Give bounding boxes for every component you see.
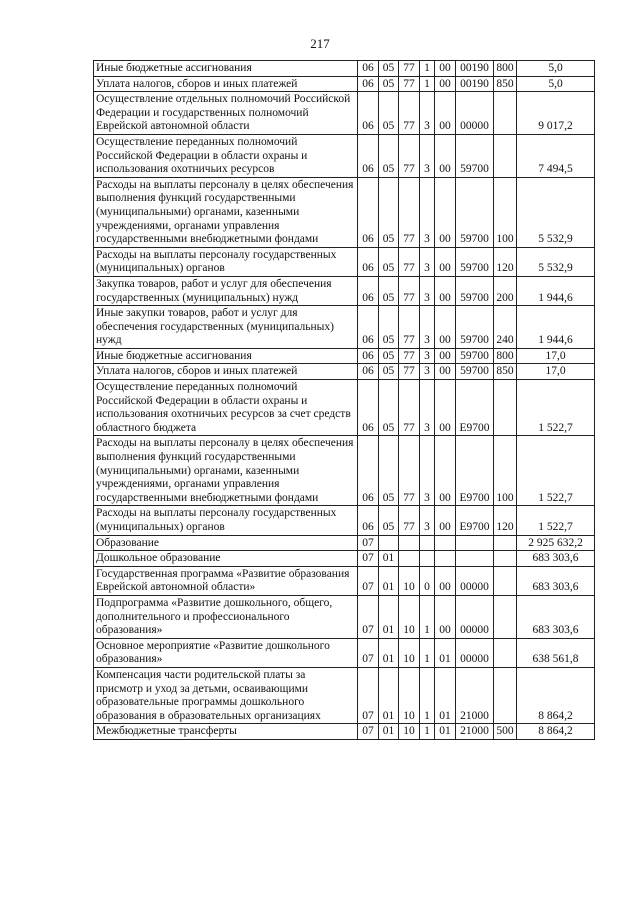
subsection-code: 05: [379, 306, 399, 349]
subprogram-code: 3: [420, 92, 435, 135]
section-code: 07: [358, 667, 379, 723]
section-code: 06: [358, 134, 379, 177]
activity-code: 00: [435, 134, 456, 177]
activity-code: 00: [435, 306, 456, 349]
expense-type-code: [494, 595, 517, 638]
subsection-code: 05: [379, 61, 399, 77]
subprogram-code: 1: [420, 724, 435, 740]
program-code: [399, 551, 420, 567]
program-code: 77: [399, 247, 420, 276]
row-name: Расходы на выплаты персоналу государственных (муниципальных) органов: [94, 506, 358, 535]
expense-type-code: 100: [494, 436, 517, 506]
subsection-code: 05: [379, 134, 399, 177]
subsection-code: [379, 535, 399, 551]
activity-code: 01: [435, 638, 456, 667]
subsection-code: 01: [379, 638, 399, 667]
subsection-code: 05: [379, 348, 399, 364]
table-row: [94, 667, 595, 723]
amount: 5 532,9: [517, 247, 595, 276]
direction-code: 59700: [456, 134, 494, 177]
budget-rows: [94, 61, 595, 740]
row-name: Осуществление отдельных полномочий Российской Федерации и государственных полномочий Еврейской автономной области: [94, 92, 358, 135]
table-row: [94, 724, 595, 740]
direction-code: 59700: [456, 276, 494, 305]
table-row: [94, 177, 595, 247]
subsection-code: 01: [379, 595, 399, 638]
activity-code: 00: [435, 364, 456, 380]
expense-type-code: [494, 551, 517, 567]
program-code: [399, 535, 420, 551]
direction-code: 00190: [456, 61, 494, 77]
amount: 5,0: [517, 76, 595, 92]
subsection-code: 05: [379, 76, 399, 92]
amount: 1 522,7: [517, 436, 595, 506]
budget-table: [93, 60, 595, 740]
expense-type-code: [494, 134, 517, 177]
subsection-code: 05: [379, 92, 399, 135]
expense-type-code: [494, 92, 517, 135]
subprogram-code: 3: [420, 247, 435, 276]
program-code: 77: [399, 506, 420, 535]
subprogram-code: 3: [420, 134, 435, 177]
subsection-code: 05: [379, 506, 399, 535]
activity-code: 01: [435, 724, 456, 740]
activity-code: 01: [435, 667, 456, 723]
amount: 17,0: [517, 364, 595, 380]
activity-code: 00: [435, 247, 456, 276]
section-code: 07: [358, 566, 379, 595]
program-code: 77: [399, 380, 420, 436]
subsection-code: 05: [379, 436, 399, 506]
direction-code: Е9700: [456, 380, 494, 436]
expense-type-code: 850: [494, 364, 517, 380]
table-row: [94, 276, 595, 305]
subprogram-code: 1: [420, 61, 435, 77]
subsection-code: 01: [379, 724, 399, 740]
program-code: 77: [399, 364, 420, 380]
amount: 683 303,6: [517, 551, 595, 567]
table-row: [94, 436, 595, 506]
section-code: 06: [358, 380, 379, 436]
direction-code: 59700: [456, 306, 494, 349]
direction-code: Е9700: [456, 506, 494, 535]
program-code: 77: [399, 177, 420, 247]
section-code: 06: [358, 76, 379, 92]
direction-code: 59700: [456, 247, 494, 276]
subprogram-code: [420, 551, 435, 567]
subprogram-code: 1: [420, 638, 435, 667]
program-code: 10: [399, 724, 420, 740]
table-row: [94, 506, 595, 535]
amount: 683 303,6: [517, 595, 595, 638]
subprogram-code: 3: [420, 306, 435, 349]
subprogram-code: 1: [420, 595, 435, 638]
row-name: Иные закупки товаров, работ и услуг для обеспечения государственных (муниципальных) нужд: [94, 306, 358, 349]
table-row: [94, 380, 595, 436]
table-row: [94, 364, 595, 380]
direction-code: 21000: [456, 667, 494, 723]
activity-code: 00: [435, 61, 456, 77]
section-code: 07: [358, 595, 379, 638]
row-name: Компенсация части родительской платы за присмотр и уход за детьми, осваивающими образовательные программы дошкольного образования в образовательных организациях: [94, 667, 358, 723]
section-code: 07: [358, 535, 379, 551]
subprogram-code: 1: [420, 76, 435, 92]
activity-code: 00: [435, 76, 456, 92]
expense-type-code: 800: [494, 61, 517, 77]
row-name: Межбюджетные трансферты: [94, 724, 358, 740]
page-number: 217: [310, 36, 330, 51]
subprogram-code: 3: [420, 348, 435, 364]
direction-code: 21000: [456, 724, 494, 740]
table-row: [94, 247, 595, 276]
table-row: [94, 306, 595, 349]
section-code: 07: [358, 638, 379, 667]
table-row: [94, 551, 595, 567]
direction-code: Е9700: [456, 436, 494, 506]
table-row: [94, 638, 595, 667]
section-code: 06: [358, 92, 379, 135]
expense-type-code: [494, 535, 517, 551]
section-code: 06: [358, 276, 379, 305]
subprogram-code: 3: [420, 276, 435, 305]
amount: 638 561,8: [517, 638, 595, 667]
row-name: Уплата налогов, сборов и иных платежей: [94, 76, 358, 92]
amount: 1 944,6: [517, 276, 595, 305]
subsection-code: 05: [379, 247, 399, 276]
subprogram-code: 3: [420, 436, 435, 506]
expense-type-code: 120: [494, 247, 517, 276]
table-row: [94, 535, 595, 551]
subprogram-code: 3: [420, 506, 435, 535]
expense-type-code: 500: [494, 724, 517, 740]
program-code: 77: [399, 92, 420, 135]
direction-code: 59700: [456, 177, 494, 247]
row-name: Расходы на выплаты персоналу в целях обеспечения выполнения функций государственными (муниципальными) органами, казенными учреждениями, органами управления государственными внебюджетными фондами: [94, 436, 358, 506]
row-name: Расходы на выплаты персоналу государственных (муниципальных) органов: [94, 247, 358, 276]
amount: 17,0: [517, 348, 595, 364]
activity-code: 00: [435, 348, 456, 364]
direction-code: [456, 551, 494, 567]
subsection-code: 05: [379, 177, 399, 247]
subprogram-code: 1: [420, 667, 435, 723]
direction-code: 00000: [456, 595, 494, 638]
direction-code: 00000: [456, 638, 494, 667]
table-row: [94, 348, 595, 364]
program-code: 77: [399, 61, 420, 77]
activity-code: 00: [435, 276, 456, 305]
amount: 8 864,2: [517, 724, 595, 740]
subprogram-code: 0: [420, 566, 435, 595]
expense-type-code: [494, 667, 517, 723]
subprogram-code: 3: [420, 380, 435, 436]
subsection-code: 05: [379, 364, 399, 380]
subprogram-code: 3: [420, 364, 435, 380]
amount: 7 494,5: [517, 134, 595, 177]
expense-type-code: [494, 566, 517, 595]
program-code: 77: [399, 276, 420, 305]
activity-code: 00: [435, 436, 456, 506]
section-code: 07: [358, 551, 379, 567]
subsection-code: 01: [379, 566, 399, 595]
section-code: 06: [358, 61, 379, 77]
expense-type-code: 850: [494, 76, 517, 92]
subsection-code: 05: [379, 380, 399, 436]
program-code: 77: [399, 76, 420, 92]
section-code: 06: [358, 348, 379, 364]
subsection-code: 01: [379, 667, 399, 723]
program-code: 10: [399, 566, 420, 595]
expense-type-code: 800: [494, 348, 517, 364]
expense-type-code: 100: [494, 177, 517, 247]
program-code: 77: [399, 306, 420, 349]
program-code: 10: [399, 638, 420, 667]
expense-type-code: [494, 380, 517, 436]
direction-code: 00000: [456, 92, 494, 135]
direction-code: 59700: [456, 364, 494, 380]
activity-code: 00: [435, 92, 456, 135]
activity-code: 00: [435, 595, 456, 638]
amount: 9 017,2: [517, 92, 595, 135]
amount: 8 864,2: [517, 667, 595, 723]
amount: 683 303,6: [517, 566, 595, 595]
program-code: 77: [399, 348, 420, 364]
direction-code: 00190: [456, 76, 494, 92]
row-name: Подпрограмма «Развитие дошкольного, общего, дополнительного и профессионального образования»: [94, 595, 358, 638]
amount: 1 944,6: [517, 306, 595, 349]
row-name: Осуществление переданных полномочий Российской Федерации в области охраны и использования охотничьих ресурсов: [94, 134, 358, 177]
table-row: [94, 595, 595, 638]
expense-type-code: 200: [494, 276, 517, 305]
row-name: Уплата налогов, сборов и иных платежей: [94, 364, 358, 380]
table-row: [94, 566, 595, 595]
table-row: [94, 134, 595, 177]
section-code: 06: [358, 177, 379, 247]
program-code: 10: [399, 595, 420, 638]
activity-code: [435, 551, 456, 567]
amount: 1 522,7: [517, 380, 595, 436]
program-code: 77: [399, 134, 420, 177]
row-name: Расходы на выплаты персоналу в целях обеспечения выполнения функций государственными (муниципальными) органами, казенными учреждениями, органами управления государственными внебюджетными фондами: [94, 177, 358, 247]
direction-code: [456, 535, 494, 551]
table-row: [94, 61, 595, 77]
direction-code: 00000: [456, 566, 494, 595]
row-name: Основное мероприятие «Развитие дошкольного образования»: [94, 638, 358, 667]
table-row: [94, 76, 595, 92]
table-row: [94, 92, 595, 135]
expense-type-code: [494, 638, 517, 667]
activity-code: 00: [435, 177, 456, 247]
amount: 2 925 632,2: [517, 535, 595, 551]
row-name: Иные бюджетные ассигнования: [94, 348, 358, 364]
expense-type-code: 240: [494, 306, 517, 349]
activity-code: 00: [435, 380, 456, 436]
subsection-code: 01: [379, 551, 399, 567]
section-code: 07: [358, 724, 379, 740]
amount: 1 522,7: [517, 506, 595, 535]
direction-code: 59700: [456, 348, 494, 364]
section-code: 06: [358, 364, 379, 380]
amount: 5 532,9: [517, 177, 595, 247]
row-name: Иные бюджетные ассигнования: [94, 61, 358, 77]
expense-type-code: 120: [494, 506, 517, 535]
amount: 5,0: [517, 61, 595, 77]
activity-code: [435, 535, 456, 551]
subprogram-code: 3: [420, 177, 435, 247]
program-code: 10: [399, 667, 420, 723]
row-name: Закупка товаров, работ и услуг для обеспечения государственных (муниципальных) нужд: [94, 276, 358, 305]
row-name: Образование: [94, 535, 358, 551]
program-code: 77: [399, 436, 420, 506]
row-name: Осуществление переданных полномочий Российской Федерации в области охраны и использования охотничьих ресурсов за счет средств областного бюджета: [94, 380, 358, 436]
subprogram-code: [420, 535, 435, 551]
section-code: 06: [358, 247, 379, 276]
section-code: 06: [358, 306, 379, 349]
activity-code: 00: [435, 566, 456, 595]
subsection-code: 05: [379, 276, 399, 305]
activity-code: 00: [435, 506, 456, 535]
section-code: 06: [358, 436, 379, 506]
row-name: Дошкольное образование: [94, 551, 358, 567]
row-name: Государственная программа «Развитие образования Еврейской автономной области»: [94, 566, 358, 595]
section-code: 06: [358, 506, 379, 535]
